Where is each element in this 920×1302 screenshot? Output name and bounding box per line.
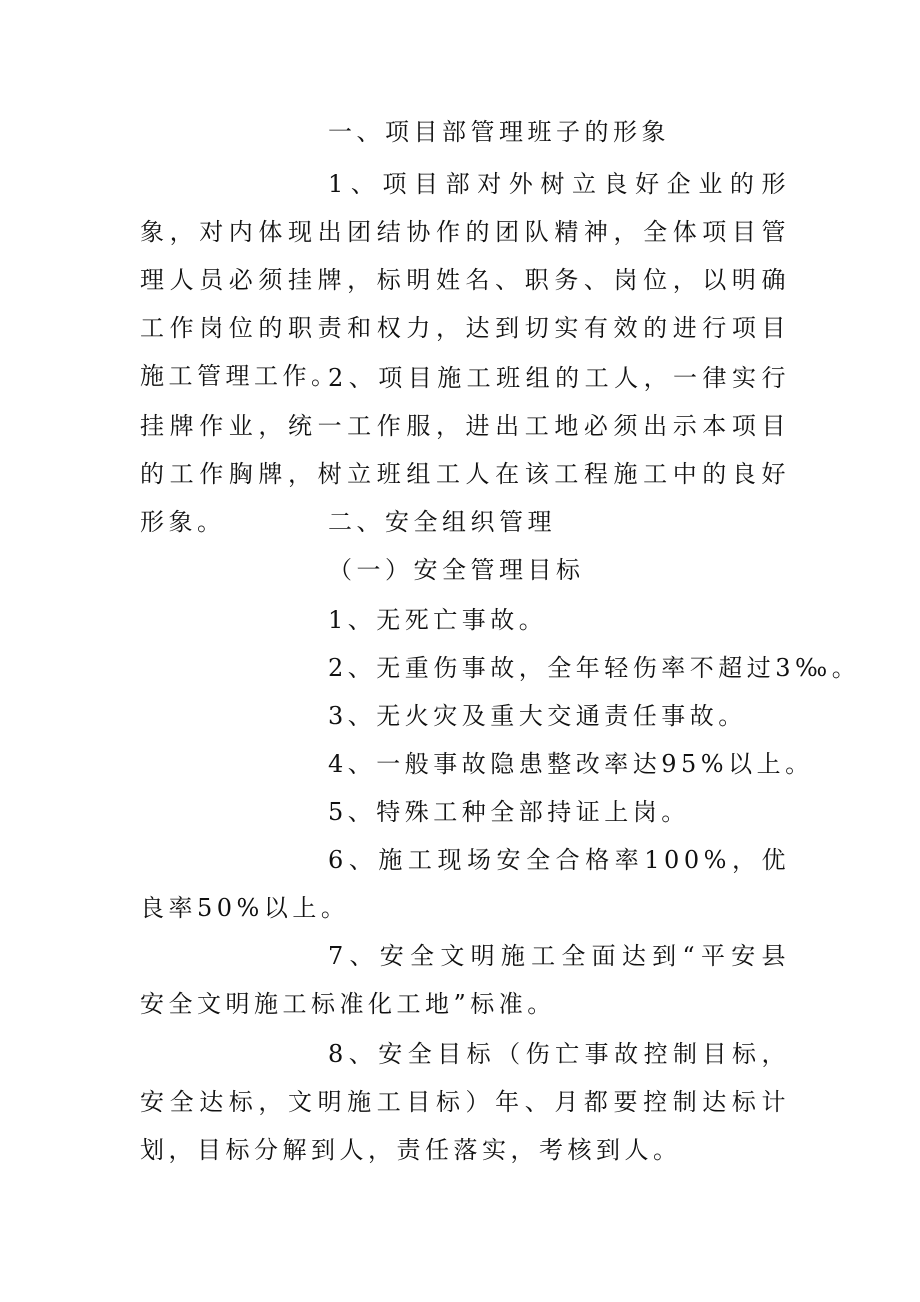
- section-heading-1: 一、项目部管理班子的形象: [328, 118, 670, 146]
- paragraph-1-2: 2、项目施工班组的工人，一律实行挂牌作业，统一工作服，进出工地必须出示本项目的工作胸牌，树立班组工人在该工程施工中的良好形象。: [140, 364, 790, 536]
- goal-item-5: 5、特殊工种全部持证上岗。: [328, 798, 690, 826]
- goal-item-6: 6、施工现场安全合格率100%，优良率50%以上。: [140, 846, 790, 922]
- goal-item-2: 2、无重伤事故，全年轻伤率不超过3‰。: [328, 654, 861, 682]
- section-heading-2: 二、安全组织管理: [328, 508, 556, 536]
- goal-item-4: 4、一般事故隐患整改率达95%以上。: [328, 750, 814, 778]
- goal-item-7: 7、安全文明施工全面达到“平安县安全文明施工标准化工地”标准。: [140, 942, 790, 1018]
- subsection-heading-2-1: （一）安全管理目标: [328, 556, 585, 584]
- goal-item-1: 1、无死亡事故。: [328, 606, 548, 634]
- paragraph-1-1: 1、项目部对外树立良好企业的形象，对内体现出团结协作的团队精神，全体项目管理人员必须挂牌，标明姓名、职务、岗位，以明确工作岗位的职责和权力，达到切实有效的进行项目施工管理工作。: [140, 170, 790, 390]
- goal-item-8: 8、安全目标（伤亡事故控制目标，安全达标，文明施工目标）年、月都要控制达标计划，目标分解到人，责任落实，考核到人。: [140, 1040, 790, 1164]
- goal-item-3: 3、无火灾及重大交通责任事故。: [328, 702, 747, 730]
